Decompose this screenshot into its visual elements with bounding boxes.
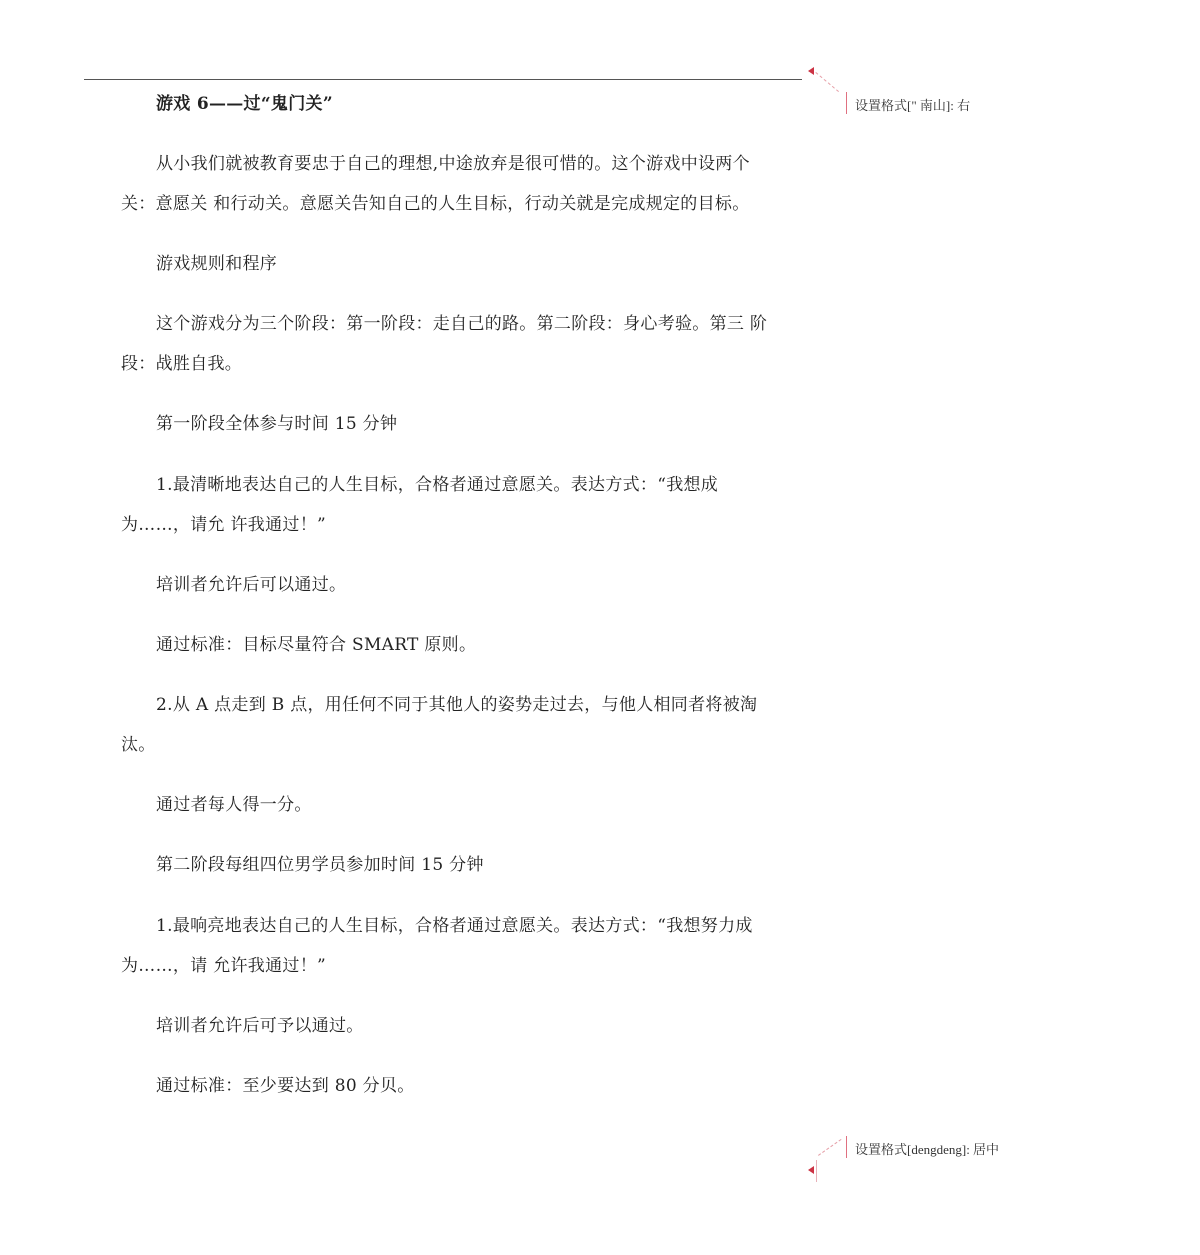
paragraph-rules-heading: 游戏规则和程序 bbox=[156, 254, 278, 274]
paragraph-stage1-allow: 培训者允许后可以通过。 bbox=[156, 575, 347, 595]
comment-format-right[interactable]: 设置格式[" 南山]: 右 bbox=[855, 98, 971, 113]
paragraph-stage1-score: 通过者每人得一分。 bbox=[156, 795, 312, 815]
paragraph-stage2-standard: 通过标准：至少要达到 80 分贝。 bbox=[156, 1076, 415, 1096]
paragraph-intro: 从小我们就被教育要忠于自己的理想,中途放弃是很可惜的。这个游戏中设两个关：意愿关 和行动关。意愿关告知自己的人生目标，行动关就是完成规定的目标。 bbox=[121, 154, 750, 214]
comment-bar bbox=[816, 1160, 817, 1182]
paragraph-stage1-item2: 2.从 A 点走到 B 点，用任何不同于其他人的姿势走过去，与他人相同者将被淘汰。 bbox=[121, 695, 758, 755]
paragraph-stage1-heading: 第一阶段全体参与时间 15 分钟 bbox=[156, 414, 398, 434]
header-rule bbox=[84, 79, 802, 80]
comment-marker-icon[interactable] bbox=[808, 67, 814, 75]
paragraph-stage2-heading: 第二阶段每组四位男学员参加时间 15 分钟 bbox=[156, 855, 484, 875]
document-title: 游戏 6——过“鬼门关” bbox=[156, 94, 333, 114]
comment-connector bbox=[815, 72, 839, 92]
paragraph-stage1-item1: 1.最清晰地表达自己的人生目标，合格者通过意愿关。表达方式：“我想成为……，请允 许我通过！” bbox=[121, 475, 719, 535]
paragraph-stage1-standard: 通过标准：目标尽量符合 SMART 原则。 bbox=[156, 635, 477, 655]
paragraph-stage2-item1: 1.最响亮地表达自己的人生目标，合格者通过意愿关。表达方式：“我想努力成为……，请 允许我通过！” bbox=[121, 916, 753, 976]
paragraph-stage2-allow: 培训者允许后可予以通过。 bbox=[156, 1016, 364, 1036]
comment-format-center[interactable]: 设置格式[dengdeng]: 居中 bbox=[855, 1142, 1000, 1157]
comment-marker-icon[interactable] bbox=[808, 1166, 814, 1174]
paragraph-stages: 这个游戏分为三个阶段：第一阶段：走自己的路。第二阶段：身心考验。第三 阶段：战胜自我。 bbox=[121, 314, 768, 374]
comment-bar bbox=[846, 1136, 847, 1158]
comment-bar bbox=[846, 92, 847, 114]
comment-connector bbox=[818, 1139, 842, 1156]
